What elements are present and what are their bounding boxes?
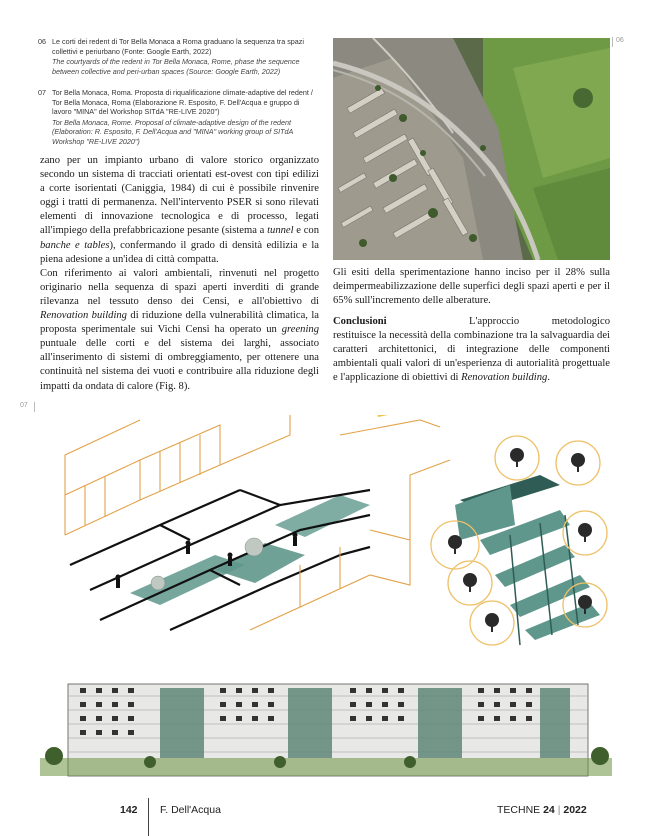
caption-number: 06 bbox=[38, 37, 46, 46]
figure-tag-divider bbox=[612, 37, 613, 47]
aerial-photo-drawing bbox=[333, 38, 610, 260]
caption-italian: Tor Bella Monaca, Roma. Proposta di riqualificazione climate-adaptive del redent / Tor Bella Monaca, Roma (Elaborazione R. Esposito, F. Dell'Acqua e gruppo di lavoro "MINA" del Workshop SITdA "RE-LIVE 2020") bbox=[52, 88, 313, 117]
axonometric-drawing-fig07 bbox=[40, 415, 612, 675]
year: 2022 bbox=[563, 804, 587, 816]
caption-english: The courtyards of the redent in Tor Bella Monaca, Rome, phase the sequence between collective and peri-urban spaces (Source: Google Earth, 2022) bbox=[52, 57, 300, 76]
caption-number: 07 bbox=[38, 88, 46, 97]
caption-italian: Le corti dei redent di Tor Bella Monaca a Roma graduano la sequenza tra spazi collettivi e periurbano (Fonte: Google Earth, 2022) bbox=[52, 37, 304, 56]
section-heading: Conclusioni bbox=[333, 316, 387, 327]
paragraph: Con riferimento ai valori ambientali, rinvenuti nel progetto originario nella sequenza di spazi aperti inverditi di grande rilevanza nel tessuto denso dei Censi, e all'obiettivo di Renovation building di riduzione della vulnerabilità climatica, la proposta sperimentale sui Vichi Censi ha operato un greening puntuale delle corti e del sistema dei larghi, associato all'inserimento di sistemi di ombreggiamento, per ottenere una continuità nel sistema dei vuoti e contribuire alla riduzione degli impatti da ondata di calore (Fig. 8). bbox=[40, 267, 319, 392]
left-column-text bbox=[40, 154, 319, 394]
issue-number: 24 bbox=[543, 804, 555, 816]
author-name: F. Dell'Acqua bbox=[160, 804, 221, 816]
axonometric-plan bbox=[65, 415, 450, 630]
aerial-photo-fig06 bbox=[333, 38, 610, 260]
caption-fig06 bbox=[38, 37, 320, 76]
figure-tag-06: 06 bbox=[616, 37, 624, 44]
footer-divider bbox=[148, 798, 149, 836]
caption-english: Tor Bella Monaca, Rome. Proposal of climate-adaptive design of the redent (Elaboration: R. Esposito, F. Dell'Acqua and "MINA" working group of SITdA Workshop "RE-LIVE 2020") bbox=[52, 117, 293, 146]
page-number: 142 bbox=[120, 804, 138, 816]
paragraph: Gli esiti della sperimentazione hanno inciso per il 28% sulla deimpermeabilizzazione delle superfici degli spazi aperti e per il 65% sull'incremento delle alberature. bbox=[333, 267, 610, 307]
greening-diagram bbox=[431, 436, 607, 645]
building-elevation bbox=[40, 678, 612, 778]
journal-info: TECHNE 24 | 2022 bbox=[497, 804, 587, 816]
figure-tag-07: 07 bbox=[20, 402, 28, 409]
paragraph: zano per un impianto urbano di valore storico organizzato secondo un sistema di tracciati orientati est-ovest con tipi edilizi a corte isorientati (Caniggia, 1984) di cui è possibile rinvenire oggi i tratti di permanenza. Nell'intervento PSER si sono rilevati elementi di innovazione tecnologica e di processo, legati all'impiego della prefabbricazione pesante (sistema a tunnel e con banche e tables), confermando il grado di densità edilizia e la piena adesione a un'idea di città compatta. bbox=[40, 155, 320, 265]
paragraph: Conclusioni L'approccio metodologico restituisce la necessità della combinazione tra la salvaguardia dei caratteri architettonici, di integrazione delle componenti ambientali quali valori di un'esperienza di autorialità progettuale e l'applicazione di obiettivi di Renovation building. bbox=[333, 316, 610, 384]
right-column-text bbox=[333, 266, 610, 308]
conclusions-section bbox=[333, 315, 610, 385]
journal-name: TECHNE bbox=[497, 804, 541, 816]
caption-fig07 bbox=[38, 88, 320, 147]
figure-tag-divider bbox=[34, 402, 35, 412]
